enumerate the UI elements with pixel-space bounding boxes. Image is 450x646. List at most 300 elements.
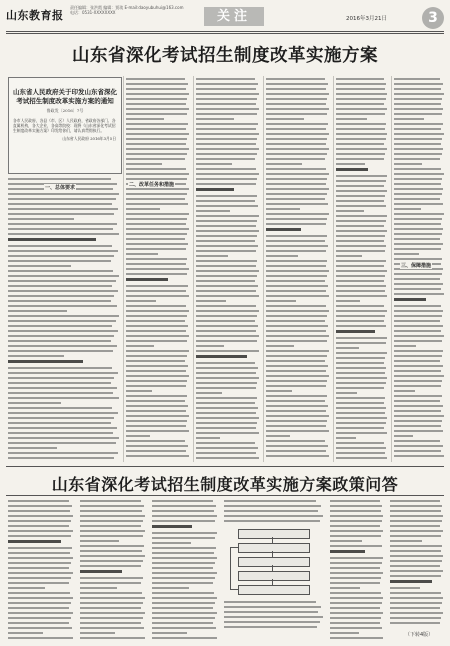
text-line (152, 617, 215, 619)
text-line (80, 602, 143, 604)
text-line (336, 310, 387, 312)
text-line (336, 148, 387, 150)
text-line (196, 382, 257, 384)
text-line (8, 602, 71, 604)
text-line (8, 592, 70, 594)
text-line (196, 133, 259, 135)
text-line (8, 275, 119, 277)
text-line (266, 310, 329, 312)
text-line (196, 407, 258, 409)
text-line (196, 367, 258, 369)
text-line (394, 213, 444, 215)
text-line (266, 265, 326, 267)
text-line (394, 78, 440, 80)
flow-chart-node (238, 585, 310, 595)
text-line (196, 230, 259, 232)
paragraph-subheading (390, 580, 432, 583)
text-line (394, 168, 441, 170)
text-line (266, 163, 302, 165)
text-line (330, 505, 382, 507)
text-line (8, 387, 117, 389)
article-column (8, 500, 74, 640)
text-line (126, 390, 152, 392)
text-line (330, 530, 383, 532)
text-line (8, 402, 61, 404)
text-line (80, 632, 115, 634)
text-line (196, 412, 256, 414)
text-line (266, 345, 294, 347)
text-line (8, 572, 73, 574)
text-line (394, 415, 444, 417)
text-line (196, 437, 220, 439)
text-line (196, 457, 259, 459)
text-line (196, 148, 259, 150)
text-line (336, 200, 384, 202)
text-line (224, 606, 321, 608)
text-line (80, 597, 145, 599)
text-line (336, 128, 385, 130)
text-line (196, 173, 259, 175)
text-line (330, 632, 359, 634)
text-line (266, 415, 329, 417)
text-line (126, 330, 186, 332)
flow-chart-node (238, 543, 310, 553)
text-line (336, 250, 385, 252)
text-line (152, 582, 213, 584)
text-line (126, 355, 187, 357)
text-line (196, 103, 256, 105)
text-line (394, 228, 443, 230)
text-line (330, 612, 383, 614)
text-line (196, 240, 255, 242)
text-line (336, 240, 384, 242)
text-line (266, 400, 325, 402)
text-line (266, 168, 326, 170)
newspaper-logo: 山东教育报 (6, 9, 64, 22)
text-line (80, 515, 145, 517)
text-line (126, 320, 185, 322)
text-line (266, 450, 326, 452)
text-line (80, 510, 142, 512)
text-line (8, 500, 69, 502)
text-line (80, 505, 144, 507)
text-line (126, 108, 189, 110)
text-line (394, 258, 442, 260)
text-line (336, 143, 384, 145)
text-line (126, 233, 187, 235)
text-line (336, 342, 386, 344)
text-line (394, 193, 442, 195)
article-column (126, 78, 190, 461)
text-line (394, 88, 441, 90)
section-rule (6, 495, 444, 496)
text-line (330, 535, 381, 537)
text-line (8, 530, 73, 532)
notice-signature: 山东省人民政府 2016年3月5日 (62, 136, 116, 141)
text-line (80, 565, 141, 567)
text-line (266, 143, 326, 145)
text-line (8, 305, 117, 307)
text-line (8, 427, 117, 429)
text-line (126, 198, 185, 200)
text-line (394, 253, 419, 255)
text-line (126, 133, 189, 135)
text-line (330, 577, 381, 579)
text-line (8, 597, 73, 599)
editor-info (70, 5, 220, 25)
text-line (266, 108, 329, 110)
text-line (126, 253, 158, 255)
text-line (336, 422, 386, 424)
text-line (390, 575, 441, 577)
text-line (390, 560, 442, 562)
text-line (266, 355, 327, 357)
text-line (126, 93, 189, 95)
text-line (80, 520, 143, 522)
text-line (126, 243, 188, 245)
text-line (126, 228, 189, 230)
text-line (394, 293, 444, 295)
text-line (394, 248, 441, 250)
text-line (80, 535, 143, 537)
text-line (394, 420, 442, 422)
text-line (266, 330, 326, 332)
text-line (196, 305, 256, 307)
text-line (80, 617, 143, 619)
text-line (8, 557, 73, 559)
text-line (196, 265, 256, 267)
paragraph-subheading (336, 330, 375, 333)
text-line (330, 602, 382, 604)
text-line (266, 203, 328, 205)
text-line (8, 547, 72, 549)
text-line (266, 83, 328, 85)
secondary-headline: 山东省深化考试招生制度改革实施方案政策问答 (51, 475, 399, 494)
text-line (266, 375, 329, 377)
text-line (394, 405, 443, 407)
text-line (8, 208, 118, 210)
text-line (126, 178, 187, 180)
column-divider (333, 76, 334, 462)
text-line (8, 617, 71, 619)
text-line (126, 345, 154, 347)
flow-chart-connector (230, 589, 238, 590)
text-line (330, 607, 380, 609)
text-line (394, 243, 443, 245)
text-line (8, 412, 118, 414)
text-line (394, 320, 440, 322)
text-line (126, 385, 186, 387)
text-line (266, 445, 328, 447)
text-line (394, 390, 415, 392)
paragraph-subheading (152, 525, 192, 528)
text-line (126, 258, 187, 260)
text-line (394, 273, 442, 275)
article-column (224, 500, 324, 525)
text-line (8, 178, 111, 180)
text-line (330, 592, 381, 594)
text-line (126, 455, 189, 457)
text-line (8, 335, 114, 337)
paragraph-subheading (330, 550, 365, 553)
text-line (8, 525, 69, 527)
text-line (394, 430, 443, 432)
text-line (336, 220, 386, 222)
text-line (8, 223, 117, 225)
text-line (266, 118, 304, 120)
text-line (80, 622, 141, 624)
paragraph-subheading (8, 540, 61, 543)
text-line (266, 260, 327, 262)
text-line (8, 422, 111, 424)
text-line (266, 103, 326, 105)
text-line (126, 78, 185, 80)
text-line (330, 545, 382, 547)
text-line (126, 425, 186, 427)
main-headline: 山东省深化考试招生制度改革实施方案 (72, 46, 378, 66)
text-line (196, 118, 234, 120)
text-line (126, 263, 186, 265)
text-line (336, 377, 387, 379)
text-line (8, 582, 69, 584)
text-line (336, 300, 360, 302)
text-line (8, 377, 114, 379)
text-line (394, 370, 441, 372)
text-line (266, 138, 327, 140)
text-line (336, 255, 362, 257)
text-line (196, 260, 257, 262)
text-line (330, 525, 380, 527)
text-line (152, 637, 217, 639)
text-line (80, 540, 119, 542)
text-line (394, 410, 441, 412)
text-line (336, 93, 387, 95)
text-line (336, 285, 386, 287)
text-line (196, 123, 258, 125)
text-line (80, 637, 145, 639)
text-line (126, 435, 150, 437)
text-line (390, 617, 441, 619)
text-line (336, 190, 387, 192)
text-line (126, 208, 160, 210)
text-line (394, 113, 442, 115)
text-line (126, 305, 186, 307)
text-line (336, 452, 385, 454)
text-line (330, 500, 380, 502)
text-line (8, 260, 111, 262)
text-line (8, 515, 73, 517)
text-line (80, 560, 143, 562)
text-line (80, 607, 141, 609)
text-line (126, 128, 186, 130)
text-line (390, 545, 442, 547)
text-line (8, 265, 71, 267)
text-line (390, 510, 441, 512)
text-line (394, 203, 443, 205)
text-line (394, 173, 444, 175)
text-line (266, 235, 327, 237)
text-line (196, 422, 257, 424)
text-line (196, 397, 257, 399)
text-line (336, 305, 384, 307)
text-line (336, 352, 387, 354)
text-line (152, 552, 214, 554)
text-line (266, 213, 329, 215)
text-line (330, 627, 382, 629)
text-line (330, 567, 380, 569)
text-line (336, 153, 385, 155)
flow-chart-diagram (224, 527, 324, 599)
text-line (394, 138, 442, 140)
text-line (8, 340, 111, 342)
text-line (336, 185, 384, 187)
text-line (126, 420, 187, 422)
text-line (336, 357, 385, 359)
paragraph-subheading (8, 238, 96, 241)
text-line (394, 310, 443, 312)
text-line (336, 347, 359, 349)
text-line (330, 515, 383, 517)
masthead-rule (6, 31, 444, 32)
text-line (126, 450, 186, 452)
text-line (196, 215, 259, 217)
text-line (336, 113, 385, 115)
text-line (266, 158, 325, 160)
text-line (196, 245, 258, 247)
text-line (8, 213, 114, 215)
text-line (390, 530, 443, 532)
text-line (196, 220, 257, 222)
text-line (266, 300, 296, 302)
text-line (126, 285, 188, 287)
text-line (126, 173, 189, 175)
section-subhead: 二、改革任务和措施 (129, 182, 175, 188)
text-line (152, 587, 189, 589)
text-line (8, 637, 73, 639)
text-line (336, 427, 384, 429)
column-divider (391, 76, 392, 462)
text-line (266, 193, 327, 195)
text-line (8, 535, 71, 537)
text-line (196, 340, 257, 342)
text-line (336, 133, 387, 135)
text-line (394, 148, 443, 150)
text-line (266, 183, 326, 185)
text-line (152, 612, 217, 614)
text-line (394, 450, 441, 452)
text-line (196, 158, 255, 160)
text-line (330, 582, 380, 584)
text-line (336, 158, 384, 160)
text-line (196, 350, 259, 352)
flow-chart-connector (230, 547, 238, 548)
text-line (394, 83, 443, 85)
text-line (266, 360, 325, 362)
text-line (390, 570, 443, 572)
text-line (126, 350, 189, 352)
text-line (266, 370, 326, 372)
text-line (8, 627, 72, 629)
text-line (126, 153, 187, 155)
text-line (152, 572, 217, 574)
editor-info-line: 责任编辑：张洪霞 编辑：贾琰 E-mail:daoyubuhui@163.com (70, 5, 184, 10)
text-line (152, 597, 217, 599)
text-line (394, 395, 442, 397)
text-line (336, 98, 386, 100)
text-line (126, 103, 186, 105)
notice-title: 山东省人民政府关于印发山东省深化考试招生制度改革实施方案的通知 (13, 88, 117, 105)
text-line (8, 372, 118, 374)
text-line (196, 372, 256, 374)
text-line (8, 315, 119, 317)
text-line (390, 587, 420, 589)
text-line (196, 452, 256, 454)
masthead (0, 0, 450, 34)
text-line (126, 300, 156, 302)
text-line (196, 78, 255, 80)
text-line (394, 218, 442, 220)
text-line (126, 430, 189, 432)
text-line (266, 335, 329, 337)
text-line (196, 345, 224, 347)
section-label: 关注 (204, 7, 264, 26)
text-line (266, 315, 327, 317)
text-line (8, 607, 69, 609)
text-line (336, 392, 357, 394)
text-line (336, 367, 386, 369)
article-column (80, 500, 146, 640)
text-line (336, 103, 384, 105)
text-line (80, 592, 142, 594)
text-line (390, 565, 440, 567)
text-line (126, 290, 186, 292)
text-line (266, 178, 327, 180)
text-line (8, 562, 71, 564)
text-line (336, 225, 384, 227)
text-line (394, 385, 441, 387)
text-line (336, 372, 385, 374)
text-line (394, 183, 441, 185)
text-line (336, 78, 384, 80)
text-line (196, 417, 259, 419)
text-line (330, 520, 382, 522)
text-line (126, 315, 187, 317)
text-line (266, 295, 329, 297)
text-line (394, 315, 442, 317)
text-line (196, 325, 258, 327)
text-line (196, 255, 228, 257)
text-line (224, 520, 320, 522)
text-line (336, 260, 386, 262)
section-rule (6, 466, 444, 467)
text-line (8, 290, 118, 292)
paragraph-subheading (80, 570, 122, 573)
text-line (80, 525, 141, 527)
text-line (330, 510, 381, 512)
text-line (8, 367, 112, 369)
text-line (336, 387, 384, 389)
text-line (8, 280, 116, 282)
text-line (126, 188, 189, 190)
text-line (336, 382, 386, 384)
text-line (196, 250, 256, 252)
text-line (266, 153, 327, 155)
text-line (196, 205, 258, 207)
text-line (394, 400, 440, 402)
text-line (196, 330, 256, 332)
text-line (330, 597, 383, 599)
text-line (196, 335, 259, 337)
